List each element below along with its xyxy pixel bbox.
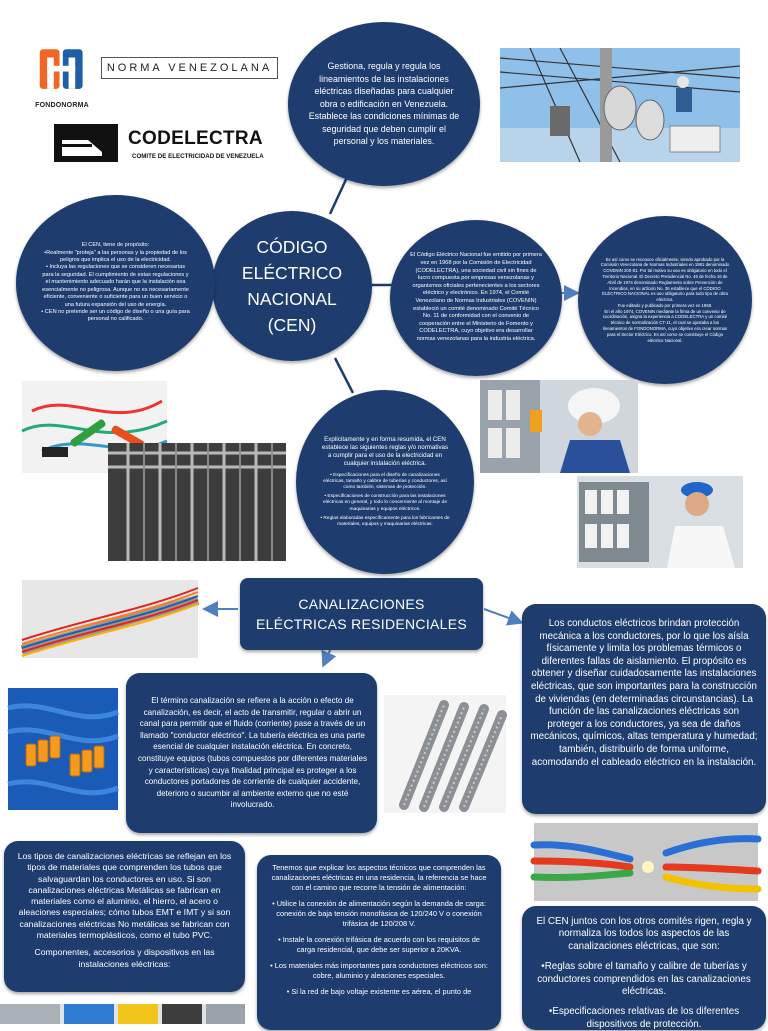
aspectos-box [257, 855, 501, 1030]
center-title: CÓDIGO ELÉCTRICO NACIONAL (CEN) [241, 237, 343, 335]
cen-comites-item-2: •Especificaciones relativas de los diferentes dispositivos de protección. [548, 1006, 740, 1030]
bottom-bubble [296, 390, 474, 574]
far-right-bubble-text: Es así como se reconoce oficialmente, siendo aprobado por la Comisión Venezolana de Normas Industriales en 1981 denominado COVENIN 200-81. Por tal motivo su uso es obligatorio en todo el Territorio Nacional. El Decreto Presidencial No. 46 de fecha 16 de Abril de 1974 denominado Reglamento sobre Prevención de Incendios, en su artículo No. 36 establece que el CÓDIGO ELÉCTRICO NACIONAL es uso obligatorio para todo tipo de obra eléctrica. Fue editado y publicado por primera vez en 1968. En el año 1974, COVENIN mediante la firma de un convenio de coordinación, asigna la experiencia a CODELECTRA y un comité técnico de normalización CT-11, el cual se ajustaba a los lineamientos de FONDONORMA, cuyo objetivo era crear normas para el Sector Eléctrico. Es así como se constituye el Código eléctrico Nacional. [600, 256, 730, 343]
connector-bottom [335, 358, 353, 393]
top-bubble-text: Gestiona, regula y regula los lineamientos de las instalaciones eléctricas diseñadas para cualquier obra o edificación en Venezuela. Establece las condiciones mínimas de seguridad que deben cumplir el personal y los materiales. [308, 60, 460, 147]
left-bubble [16, 195, 215, 371]
far-right-bubble [578, 216, 752, 384]
bottom-item-2: • Especificaciones de construcción para las instalaciones eléctricas en general, y todo lo concerniente al montaje de maquinarias y equipos eléctricos. [323, 494, 447, 512]
bottom-bubble-intro: Explícitamente y en forma resumida, el CEN establece las siguientes reglas y/o normativas a cumplir para el uso de la electricidad en cualquier instalación eléctrica. [321, 435, 449, 468]
aspectos-item-4: • Si la red de bajo voltaje existente es aérea, el punto de [286, 987, 472, 996]
tipos-text: Los tipos de canalizaciones eléctricas se reflejan en los tipos de materiales que comprenden los tubos que salvaguardan los conductores en uso. Si son canalizaciones eléctricas Metálicas se fabrican en materiales como el aluminio, el hierro, el acero o aleaciones especiales; cómo tubos EMT e IMT y si son canalizaciones eléctricas No metálicas se fabrican con materiales termoplásticos, como el tubo PVC. [17, 851, 232, 941]
left-item-2: • Incluya las regulaciones que se consideren necesarias para la seguridad. El cumplimiento de estas regulaciones y el mantenimiento adecuado harán que la instalación sea esencialmente no peligrosa. Aunque no es necesariamente eficiente, conveniente o suficiente para un buen servicio o una futura expansión del uso de energía. [42, 264, 189, 308]
aspectos-intro: Tenemos que explicar los aspectos técnicos que comprenden las canalizaciones eléctricas en una residencia, la referencia se hace con el camino que recorre la tensión de alimentación: [271, 863, 487, 892]
fondonorma-label: FONDONORMA [35, 102, 89, 109]
left-item-1: •Realmente "proteja" a las personas y la propiedad de los peligros que implica el uso de la electricidad. [44, 249, 187, 264]
canalizaciones-title-box [240, 578, 483, 650]
arrow-to-termino [324, 648, 331, 664]
codelectra-subtitle: COMITE DE ELECTRICIDAD DE VENEZUELA [132, 153, 264, 160]
termino-box [126, 673, 377, 833]
left-bubble-intro: El CEN, tiene de propósito: [81, 242, 150, 249]
center-bubble [212, 211, 372, 361]
photo-electrician-panel [577, 476, 743, 568]
conductos-text: Los conductos eléctricos brindan protección mecánica a los conductores, por lo que los aísla físicamente y limita los problemas térmicos o diferentes fallas de aislamiento. El propósito es obtener y diseñar cuidadosamente las instalaciones eléctricas, que son importantes para la construcción de viviendas (en determinadas circunstancias). La función de las canalizaciones eléctricas son proteger a los conductores, ya sea de daños mecánicos, químicos, altas temperatura y humedad; también, distribuirlo de forma uniforme, acomodando el cableado eléctrico en la instalación. [530, 618, 758, 768]
bottom-item-3: • Reglas elaboradas específicamente para los fabricantes de materiales, equipos y maquinarias eléctricas. [320, 515, 450, 528]
right-bubble [390, 220, 562, 376]
norma-venezolana-text: NORMA VENEZOLANA [106, 62, 273, 74]
cen-comites-box [522, 906, 766, 1030]
termino-text: El término canalización se refiere a la acción o efecto de canalización, es decir, el acto de transmitir, regular o abrir un canal para permitir que el fluido (corriente) pase a través de un llamado "conductor eléctrico". La tubería eléctrica es una parte esencial de cualquier instalación eléctrica. En concreto, constituye equipos (tubos compuestos por diferentes materiales y características) cuya finalidad principal es proteger a los conductores portadores de corriente de cualquier accidente, deterioro o sucumbir al ambiente externo que no esté involucrado. [138, 696, 367, 810]
aspectos-item-1: • Utilice la conexión de alimentación según la demanda de carga: conexión de baja tensión monofásica de 120/240 V o conexión trifásica de 120/208 V. [272, 899, 486, 928]
left-item-3: • CEN no pretende ser un código de diseño o una guía para personal no calificado. [41, 308, 190, 323]
canalizaciones-title: CANALIZACIONES ELÉCTRICAS RESIDENCIALES [255, 596, 468, 632]
aspectos-item-2: • Instale la conexión trifásica de acuerdo con los requisitos de carga residencial, que debe ser superior a 20KVA. [278, 935, 480, 954]
photo-electrician-meter [480, 380, 638, 473]
arrow-to-conductos [484, 609, 520, 622]
aspectos-item-3: • Los materiales más importantes para conductores eléctricos son: cobre, aluminio y aleaciones especiales. [270, 961, 488, 980]
photo-colored-wires [534, 823, 758, 901]
photo-lineman-pole [500, 48, 740, 162]
top-bubble [288, 22, 480, 186]
conductos-box [522, 604, 766, 814]
photo-blue-conduit-connectors [8, 688, 118, 810]
norma-venezolana-badge [101, 57, 278, 79]
photo-flexible-conduits [384, 695, 506, 813]
tipos-footer: Componentes, accesorios y dispositivos en las instalaciones eléctricas: [34, 947, 215, 969]
tipos-box [4, 841, 245, 992]
right-bubble-text: El Código Eléctrico Nacional fue emitido por primera vez en 1968 por la Comisión de Electricidad (CODELECTRA), una sociedad civil sin fines de lucro compuesta por empresas venezolanas y organismos oficiales pertenecientes a los sectores eléctrico y electrónico. En 1974, el Comité Venezolano de Normas Industriales (COVENIN) estableció un comité denominado Comité Técnico No. 11 de conformidad con el convenio de cooperación entre el Ministerio de Fomento y CODELECTRA, cuyo objetivo era desarrollar normas venezolanas para la industria eléctrica. [410, 252, 542, 342]
photo-cable-trays [22, 580, 198, 658]
fondonorma-logo [32, 46, 92, 114]
cen-comites-intro: El CEN juntos con los otros comités rigen, regla y normaliza los todos los aspectos de las canalizaciones eléctricas, que son: [536, 916, 752, 952]
cen-comites-item-1: •Reglas sobre el tamaño y calibre de tuberías y conductores comprendidos en las canalizaciones eléctricas. [537, 961, 751, 998]
photo-conduit-ceiling [108, 443, 286, 561]
codelectra-name: CODELECTRA [128, 128, 263, 149]
codelectra-logo [54, 124, 264, 166]
photo-components-strip [0, 1004, 245, 1024]
bottom-item-1: • Especificaciones para el diseño de canalizaciones eléctricas, tamaño y calibre de tuberías y conductores, así como también, sistemas de protección. [323, 472, 447, 490]
